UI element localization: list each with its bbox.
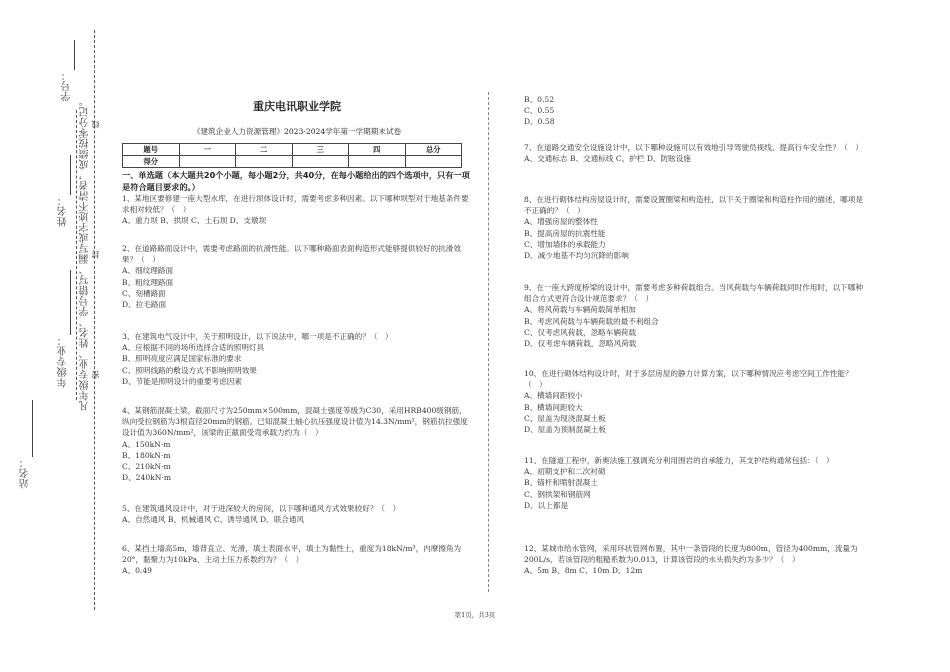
- question-option: C、刻槽路面: [122, 288, 166, 298]
- score-cell: 四: [349, 144, 406, 156]
- question-option: A、增强房屋的整体性: [524, 217, 598, 227]
- question-option: C、增加墙体的承载能力: [524, 239, 606, 249]
- score-cell: 三: [292, 144, 349, 156]
- student-id-label: 学号：: [62, 70, 73, 102]
- question-option: C、屋盖为现浇混凝土板: [524, 413, 606, 423]
- question-11: [524, 455, 869, 511]
- page-footer: 第1页，共3页: [454, 611, 496, 619]
- school-label: 站名：: [20, 457, 31, 489]
- question-option: A、交通标志 B、交通标线 C、护栏 D、防眩设施: [524, 154, 691, 164]
- question-6-continued: [524, 94, 869, 128]
- score-cell: 二: [236, 144, 293, 156]
- score-cell: [349, 156, 406, 168]
- question-option: B、横墙间距较大: [524, 402, 583, 412]
- school-title: 重庆电讯职业学院: [253, 100, 341, 113]
- notice-text: 凡年级专业、姓名、学号错写、漏写或字迹不清者，成绩按零分记。: [80, 96, 91, 411]
- question-option: A、150kN·m: [122, 439, 171, 449]
- question-6: [122, 543, 472, 577]
- question-stem: 6、某挡土墙高5m，墙背直立、光滑，填土表面水平，填土为黏性土，重度为18kN/m³，内摩擦角为20°，黏聚力为10kPa，主动土压力系数约为？（ ）: [122, 544, 462, 565]
- grade-major-blank: [70, 270, 71, 335]
- question-stem: 1、某地区要修建一座大型水库，在进行坝体设计时，需要考虑多种因素。以下哪种坝型对于地基条件要求相对较低？（ ）: [122, 194, 469, 215]
- question-option: D、仅考虑车辆荷载，忽略风荷载: [524, 339, 637, 349]
- question-option: C、0.55: [524, 106, 555, 116]
- student-id-blank: [74, 40, 75, 70]
- score-cell: 总分: [405, 144, 462, 156]
- score-cell: 一: [179, 144, 236, 156]
- question-option: D、以上都是: [524, 500, 569, 510]
- exam-subtitle: 《建筑企业人力资源管理》2023-2024学年第一学期期末试卷: [192, 127, 402, 136]
- outer-seal-line: [94, 30, 95, 610]
- seal-char-mi: 密: [91, 370, 100, 379]
- question-option: A、横墙间距较小: [524, 391, 583, 401]
- score-cell: [405, 156, 462, 168]
- inner-seal-line: [76, 110, 77, 400]
- question-option: D、屋盖为预制混凝土板: [524, 425, 607, 435]
- question-stem: 12、某城市给水管网，采用环状管网布置，其中一条管段的长度为800m，管径为400mm，流量为200L/s，若该管段的粗糙系数为0.013，计算该管段的水头损失约为多少？（ ）: [524, 544, 858, 565]
- question-option: B、照明亮度应满足国家标准的要求: [122, 354, 242, 364]
- school-blank: [32, 400, 33, 457]
- question-5: [122, 503, 472, 525]
- question-stem: 8、在进行砌体结构房屋设计时，需要设置圈梁和构造柱，以下关于圈梁和构造柱作用的描述，哪项是不正确的？（ ）: [524, 195, 863, 216]
- question-option: C、照明线路的敷设方式不影响照明效果: [122, 365, 257, 375]
- question-stem: 3、在建筑电气设计中，关于照明设计，以下说法中，哪一项是不正确的？（ ）: [122, 332, 393, 341]
- question-option: C、钢拱架和钢筋网: [524, 489, 591, 499]
- question-stem: 9、在一座大跨度桥梁的设计中，需要考虑多种荷载组合。当风荷载与车辆荷载同时作用时，以下哪种组合方式更符合设计规范要求？（ ）: [524, 283, 863, 304]
- question-stem: 10、在进行砌体结构设计时，对于多层房屋的静力计算方案，以下哪种情况应考虑空间工作性能？（ ）: [524, 369, 853, 390]
- grade-major-label: 年级专业：: [58, 335, 69, 388]
- question-stem: 11、在隧道工程中，新奥法施工强调充分利用围岩的自承能力，其支护结构通常包括：（ ）: [524, 456, 834, 465]
- question-option: B、0.52: [524, 95, 555, 104]
- question-stem: 2、在道路路面设计中，需要考虑路面的抗滑性能。以下哪种路面表面构造形式能够提供较好的抗滑效果？（ ）: [122, 244, 461, 265]
- question-option: D、0.58: [524, 117, 555, 127]
- question-stem: 7、在道路交通安全设施设计中，以下哪种设施可以有效地引导驾驶员视线，提高行车安全性？（ ）: [524, 143, 863, 152]
- score-cell: [292, 156, 349, 168]
- score-cell: [236, 156, 293, 168]
- question-9: [524, 282, 869, 349]
- question-option: A、应根据不同的场所选择合适的照明灯具: [122, 343, 265, 353]
- question-stem: 5、在建筑通风设计中，对于进深较大的房间，以下哪种通风方式效果较好？（ ）: [122, 504, 401, 513]
- question-option: B、180kN·m: [122, 450, 171, 460]
- question-4: [122, 405, 472, 483]
- question-option: B、提高房屋的抗震性能: [524, 228, 606, 238]
- score-table-header-row: [123, 144, 462, 156]
- question-10: [524, 368, 869, 435]
- question-8: [524, 194, 869, 261]
- question-option: D、拉毛路面: [122, 300, 167, 310]
- score-table: [122, 143, 462, 168]
- question-option: D、240kN·m: [122, 473, 172, 483]
- question-option: D、节能是照明设计的重要考虑因素: [122, 376, 242, 386]
- question-option: C、仅考虑风荷载，忽略车辆荷载: [524, 327, 637, 337]
- question-option: B、锚杆和喷射混凝土: [524, 478, 598, 488]
- question-3: [122, 331, 472, 387]
- binding-margin: [0, 0, 110, 672]
- question-option: B、粗纹理路面: [122, 277, 174, 287]
- question-option: A、自然通风 B、机械通风 C、诱导通风 D、联合通风: [122, 515, 305, 525]
- name-label: 姓名：: [58, 195, 69, 227]
- score-cell: 题号: [123, 144, 180, 156]
- question-option: A、初期支护和二次衬砌: [524, 467, 606, 477]
- question-7: [524, 142, 869, 164]
- question-2: [122, 243, 472, 310]
- question-option: A、细纹理路面: [122, 266, 174, 276]
- question-option: A、重力坝 B、拱坝 C、土石坝 D、支墩坝: [122, 216, 267, 226]
- seal-char-xian: 线: [91, 120, 100, 129]
- question-option: A、将风荷载与车辆荷载简单相加: [524, 305, 636, 315]
- score-cell: 得分: [123, 156, 180, 168]
- question-12: [524, 543, 869, 577]
- name-blank: [70, 155, 71, 195]
- score-cell: [179, 156, 236, 168]
- question-option: A、5m B、8m C、10m D、12m: [524, 566, 643, 576]
- question-option: C、210kN·m: [122, 462, 171, 472]
- question-option: B、考虑风荷载与车辆荷载的最不利组合: [524, 316, 659, 326]
- question-option: D、减少地基不均匀沉降的影响: [524, 251, 629, 261]
- question-1: [122, 193, 472, 227]
- column-divider: [488, 92, 489, 592]
- question-stem: 4、某钢筋混凝土梁，截面尺寸为250mm×500mm，混凝土强度等级为C30，采用HRB400级钢筋，纵向受拉钢筋为3根直径20mm的钢筋。已知混凝土轴心抗压强度设计值为14.3N/mm²，钢筋抗拉强度设计值为360N/mm²，该梁的正截面受弯承载力约为（ ）: [122, 406, 468, 438]
- seal-char-feng: 封: [91, 250, 100, 259]
- question-option: A、0.49: [122, 566, 152, 576]
- section-title: 一、单选题（本大题共20个小题，每小题2分，共40分，在每小题给出的四个选项中，只有一项是符合题目要求的。）: [122, 170, 470, 192]
- score-table-score-row: [123, 156, 462, 168]
